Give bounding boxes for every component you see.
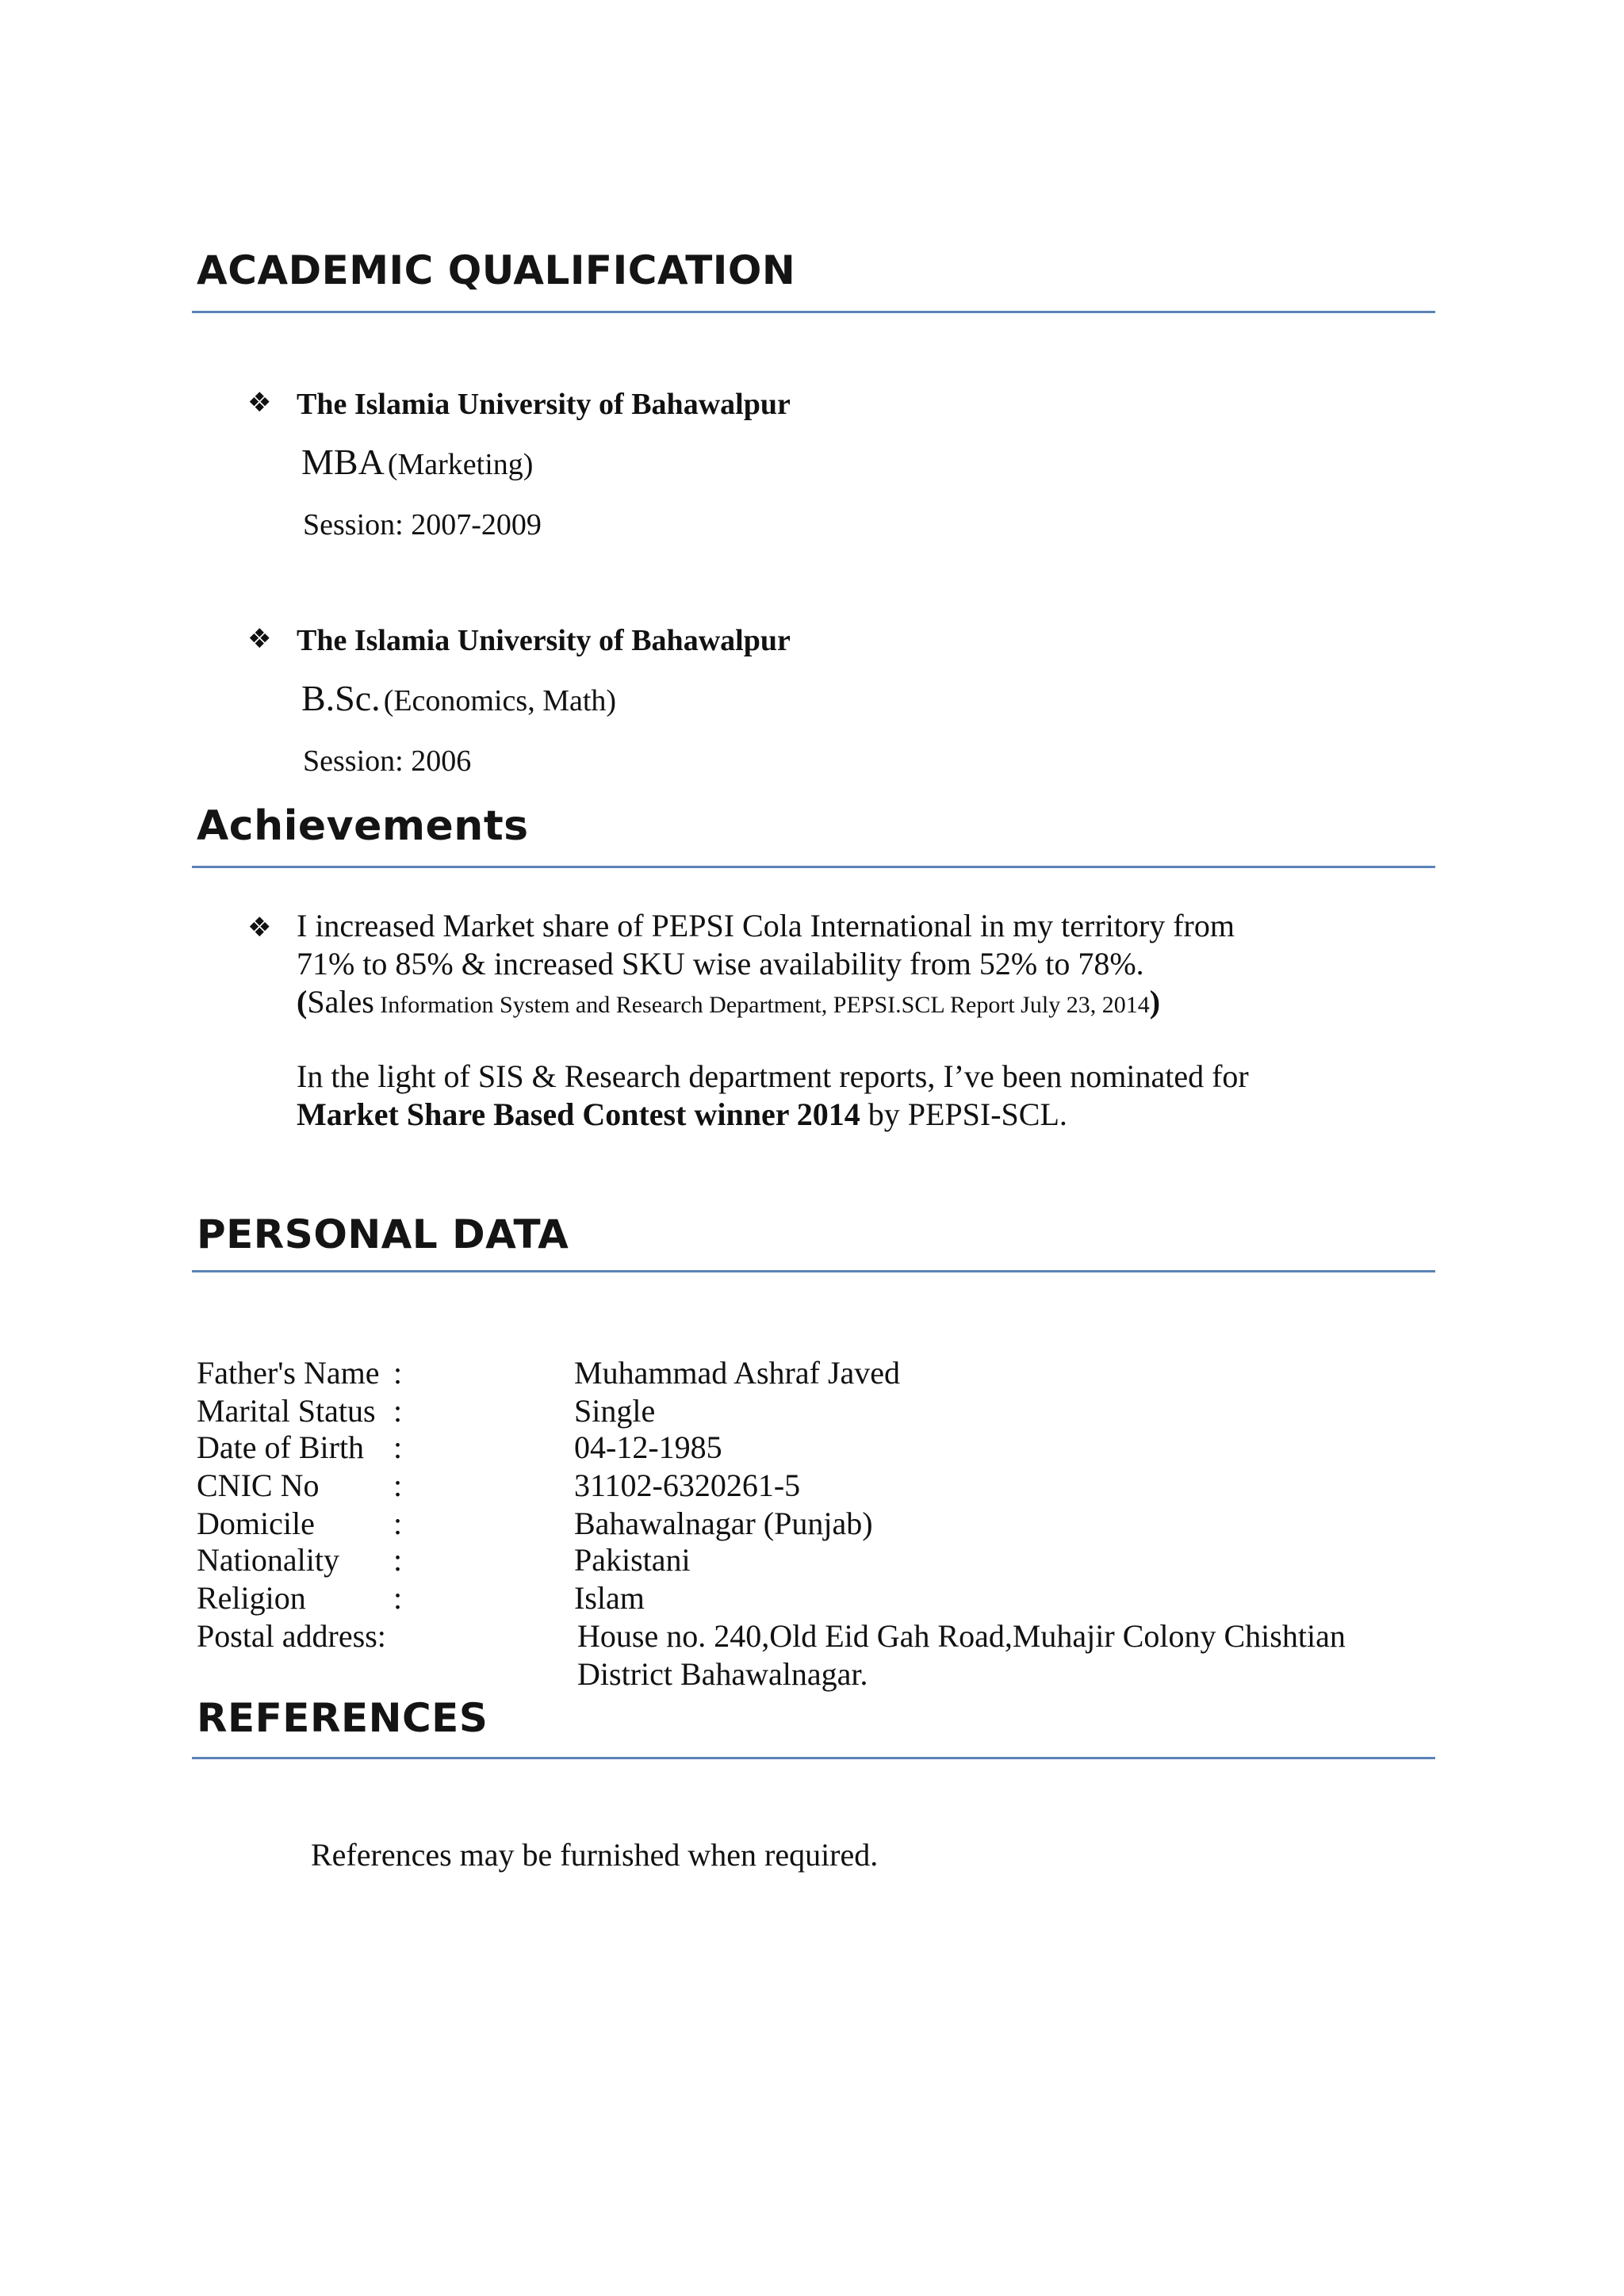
achievement-source: [297, 983, 1160, 1020]
field-colon: :: [393, 1393, 403, 1429]
source-open-paren: (: [297, 984, 308, 1020]
references-heading: REFERENCES: [197, 1695, 488, 1741]
source-detail: Information System and Research Department, PEPSI.SCL Report July 23, 2014: [373, 992, 1150, 1018]
field-value: 31102-6320261-5: [574, 1468, 801, 1503]
field-label: Father's Name: [197, 1355, 380, 1391]
field-label: Postal address:: [197, 1618, 386, 1654]
field-value: Single: [574, 1393, 656, 1429]
degree: [301, 677, 616, 719]
degree-field: (Economics, Math): [383, 684, 617, 718]
field-value: Pakistani: [574, 1542, 691, 1578]
personal-data-divider: [192, 1270, 1435, 1272]
field-label: Date of Birth: [197, 1429, 365, 1465]
field-label: CNIC No: [197, 1468, 320, 1503]
nomination-line: In the light of SIS & Research department reports, I’ve been nominated for: [297, 1058, 1249, 1094]
references-divider: [192, 1757, 1435, 1759]
personal-data-heading: PERSONAL DATA: [197, 1211, 569, 1257]
postal-address-line: House no. 240,Old Eid Gah Road,Muhajir Colony Chishtian: [577, 1618, 1346, 1654]
field-colon: :: [393, 1580, 403, 1616]
achievements-heading: Achievements: [197, 802, 529, 850]
field-value: Islam: [574, 1580, 645, 1616]
diamond-bullet-icon: ❖: [247, 912, 272, 943]
references-text: References may be furnished when required.: [311, 1837, 879, 1873]
field-value: Muhammad Ashraf Javed: [574, 1355, 901, 1391]
contest-title: Market Share Based Contest winner 2014: [297, 1096, 860, 1132]
degree-name: B.Sc.: [301, 678, 381, 718]
contest-sponsor: by PEPSI-SCL.: [860, 1096, 1067, 1132]
field-colon: :: [393, 1542, 403, 1578]
field-colon: :: [393, 1506, 403, 1541]
field-colon: :: [393, 1355, 403, 1391]
field-label: Nationality: [197, 1542, 339, 1578]
achievement-line: 71% to 85% & increased SKU wise availability from 52% to 78%.: [297, 946, 1144, 982]
field-label: Religion: [197, 1580, 306, 1616]
field-colon: :: [393, 1429, 403, 1465]
academic-heading: ACADEMIC QUALIFICATION: [197, 247, 796, 293]
session: Session: 2007-2009: [303, 508, 542, 541]
field-colon: :: [393, 1468, 403, 1503]
diamond-bullet-icon: ❖: [247, 623, 272, 655]
achievements-divider: [192, 866, 1435, 868]
university-name: The Islamia University of Bahawalpur: [297, 624, 791, 657]
nomination-line: [297, 1096, 1067, 1134]
field-label: Domicile: [197, 1506, 315, 1541]
achievement-line: I increased Market share of PEPSI Cola International in my territory from: [297, 908, 1235, 943]
source-close-paren: ): [1149, 984, 1161, 1020]
postal-address-line: District Bahawalnagar.: [577, 1656, 868, 1692]
degree-field: (Marketing): [387, 448, 534, 481]
source-sales: Sales: [307, 984, 374, 1020]
diamond-bullet-icon: ❖: [247, 387, 272, 419]
session: Session: 2006: [303, 744, 472, 778]
degree-name: MBA: [301, 442, 385, 482]
field-value: Bahawalnagar (Punjab): [574, 1506, 873, 1541]
degree: [301, 441, 533, 483]
university-name: The Islamia University of Bahawalpur: [297, 388, 791, 421]
academic-divider: [192, 311, 1435, 313]
field-label: Marital Status: [197, 1393, 376, 1429]
field-value: 04-12-1985: [574, 1429, 722, 1465]
